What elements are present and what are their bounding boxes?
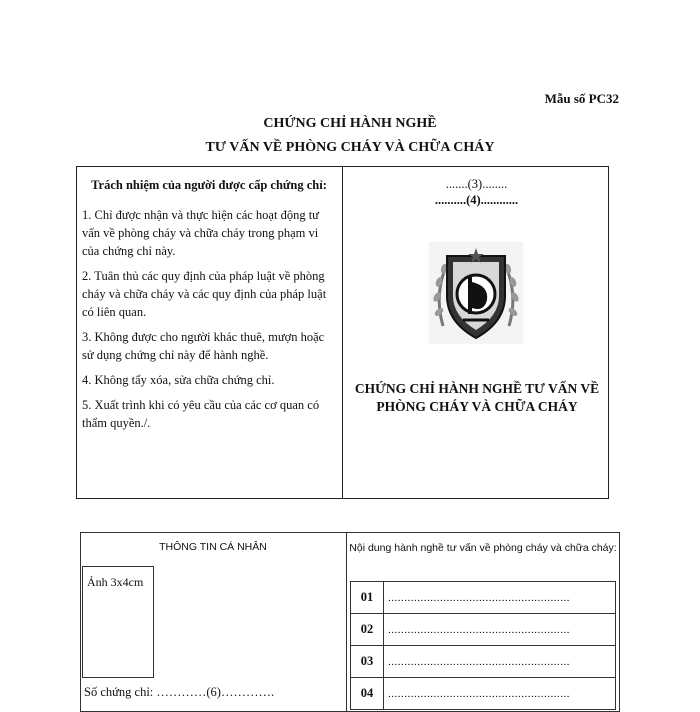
- responsibilities-heading: Trách nhiệm của người được cấp chứng chỉ:: [91, 178, 327, 192]
- row-number: 03: [351, 646, 384, 678]
- table-row: [351, 582, 616, 614]
- practice-content-table: [350, 581, 616, 710]
- issuer-panel: [344, 176, 609, 208]
- practice-content-title: Nội dung hành nghề tư vấn về phòng cháy và chữa cháy:: [349, 542, 617, 554]
- page-title: CHỨNG CHỈ HÀNH NGHỀ: [263, 116, 437, 131]
- page-subtitle: TƯ VẤN VỀ PHÒNG CHÁY VÀ CHỮA CHÁY: [205, 140, 495, 155]
- table-row: [351, 678, 616, 710]
- table-row: [351, 646, 616, 678]
- table-row: [351, 614, 616, 646]
- certificate-name: CHỨNG CHỈ HÀNH NGHỀ TƯ VẤN VỀ PHÒNG CHÁY VÀ CHỮA CHÁY: [354, 381, 600, 414]
- card-divider: [342, 166, 343, 499]
- row-number: 04: [351, 678, 384, 710]
- row-dots: ........................................................: [384, 582, 616, 614]
- row-dots: ........................................................: [384, 646, 616, 678]
- personal-info-title: THÔNG TIN CÁ NHÂN: [159, 541, 267, 553]
- row-dots: ........................................................: [384, 678, 616, 710]
- photo-box: [82, 566, 154, 678]
- rule-item: 3. Không được cho người khác thuê, mượn hoặc sử dụng chứng chỉ này để hành nghề.: [82, 330, 325, 362]
- responsibilities-panel: [82, 176, 336, 439]
- rule-item: 5. Xuất trình khi có yêu cầu của các cơ quan có thẩm quyền./.: [82, 398, 320, 430]
- form-code: Mẫu số PC32: [544, 91, 619, 106]
- fire-police-emblem-icon: [429, 242, 523, 344]
- issuer-placeholder-4: ..........(4)............: [434, 193, 519, 207]
- issuer-placeholder-3: .......(3)........: [445, 177, 508, 191]
- rule-item: 2. Tuân thủ các quy định của pháp luật về phòng cháy và chữa cháy và các quy định của pháp luật có liên quan.: [82, 269, 327, 319]
- card2-divider: [346, 532, 347, 712]
- row-dots: ........................................................: [384, 614, 616, 646]
- rule-item: 4. Không tẩy xóa, sửa chữa chứng chỉ.: [82, 373, 275, 387]
- row-number: 01: [351, 582, 384, 614]
- certificate-number: Số chứng chỉ: …………(6)………….: [84, 685, 275, 699]
- photo-label: Ảnh 3x4cm: [87, 575, 144, 589]
- rule-item: 1. Chỉ được nhận và thực hiện các hoạt động tư vấn về phòng cháy và chữa cháy trong phạm vi của chứng chỉ này.: [82, 208, 319, 258]
- row-number: 02: [351, 614, 384, 646]
